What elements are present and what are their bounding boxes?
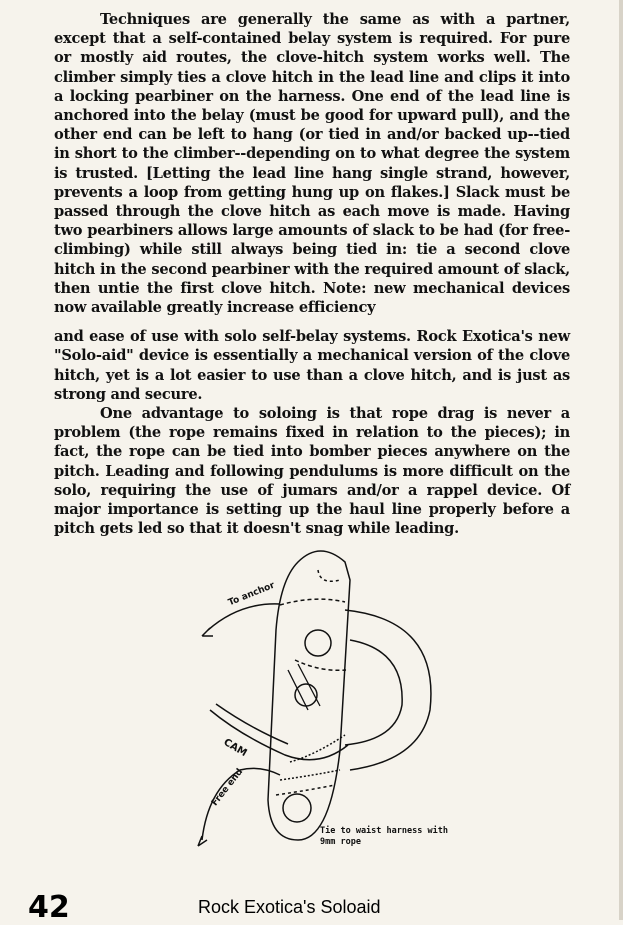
page-number: 42 (28, 890, 70, 925)
figure-caption: Rock Exotica's Soloaid (198, 897, 381, 917)
device-body (268, 551, 350, 840)
label-free-end: Free end (210, 767, 246, 809)
page-edge (619, 0, 623, 920)
label-cam: CAM (221, 737, 249, 760)
soloaid-diagram (180, 540, 480, 860)
body-text (54, 10, 570, 538)
rope-to-anchor (208, 604, 280, 630)
label-to-anchor: To anchor (227, 580, 277, 609)
soloaid-drawing (180, 540, 480, 860)
rope-dashed-top (318, 570, 340, 581)
label-tie-harness: Tie to waist harness with 9mm rope (320, 826, 448, 847)
top-hole (305, 630, 331, 656)
paragraph-2: and ease of use with solo self-belay systems. Rock Exotica's new "Solo-aid" device is essentially a mechanical version of the clove hitch, yet is a lot easier to use than a clove hitch, and is just as strong and secure. (54, 328, 570, 403)
paragraph-1: Techniques are generally the same as with a partner, except that a self-contained belay system is required. For pure or mostly aid routes, the clove-hitch system works well. The climber simply ties a clove hitch in the lead line and clips it into a locking pearbiner on the harness. One end of the lead line is anchored into the belay (must be good for upward pull), and the other end can be left to hang (or tied in and/or backed up--tied in short to the climber--depending on to what degree the system is trusted. [Letting the lead line hang single strand, however, prevents a loop from getting hung up on flakes.] Slack must be passed through the clove hitch as each move is made. Having two pearbiners allows large amounts of slack to be had (for free-climbing) while still always being tied in: tie a second clove hitch in the second pearbiner with the required amount of slack, then untie the first clove hitch. Note: new mechanical devices now available greatly increase efficiency (54, 11, 570, 317)
rope-loop (345, 610, 431, 770)
arrow-anchor (202, 628, 213, 636)
bottom-hole (283, 794, 311, 822)
paragraph-3: One advantage to soloing is that rope drag is never a problem (the rope remains fixed in relation to the pieces); in fact, the rope can be tied into bomber pieces anywhere on the pitch. Leading and following pendulums is more difficult on the solo, requiring the use of jumars and/or a rappel device. Of major importance is setting up the haul line properly before a pitch gets led so that it doesn't snag while leading. (54, 405, 570, 538)
